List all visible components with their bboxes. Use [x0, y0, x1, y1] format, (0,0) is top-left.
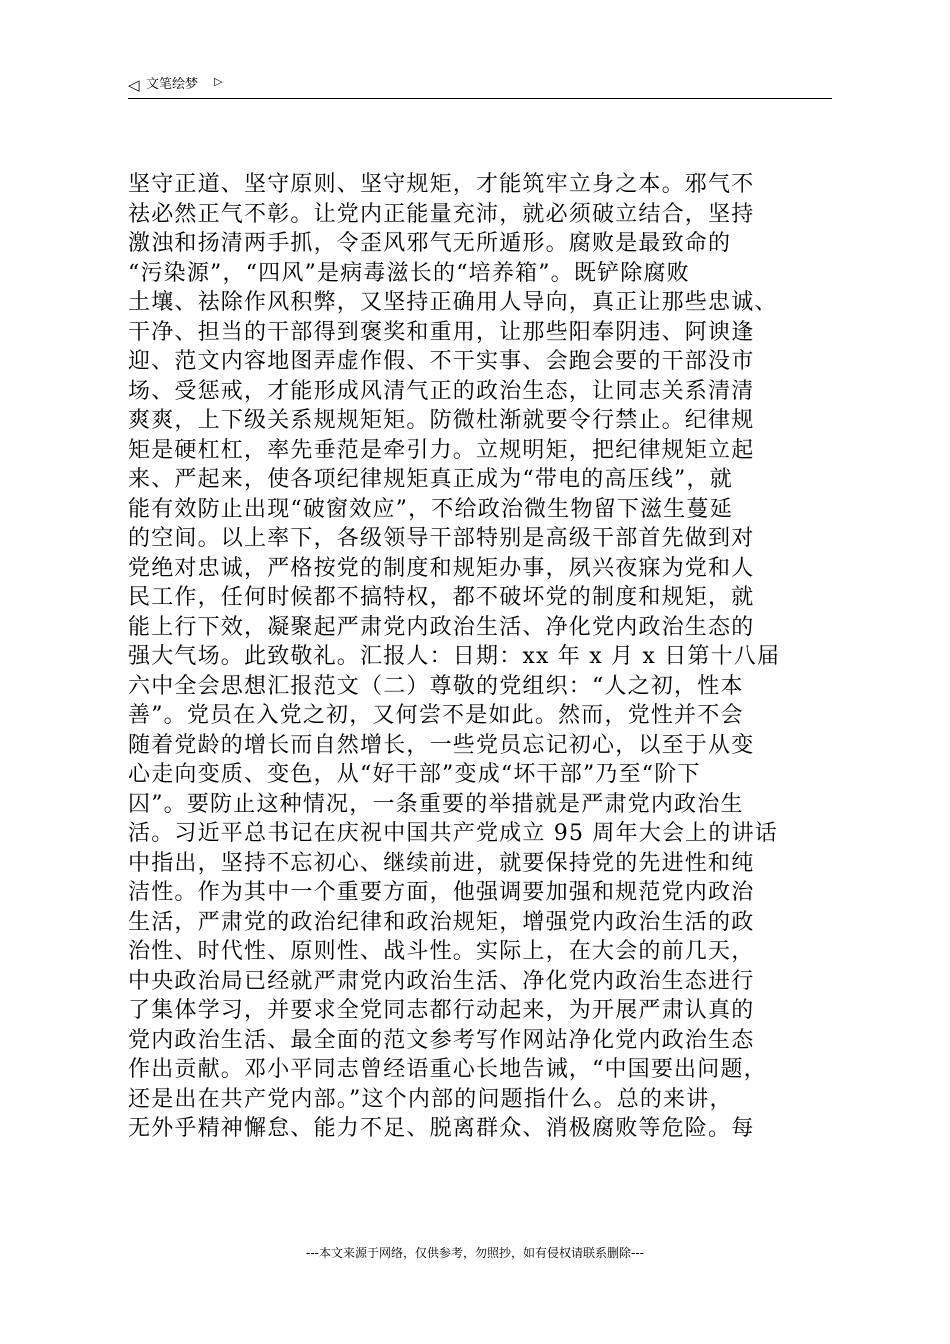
- page-header: [128, 74, 832, 99]
- body-line: 随着党龄的增长而自然增长，一些党员忘记初心，以至于从变: [128, 732, 755, 758]
- body-line: 治性、时代性、原则性、战斗性。实际上，在大会的前几天，: [128, 939, 755, 964]
- body-line: 能上行下效，凝聚起严肃党内政治生活、净化党内政治生态的: [128, 614, 755, 640]
- body-line: 还是出在共产党内部。”这个内部的问题指什么。总的来讲，: [128, 1086, 733, 1112]
- body-line: 坚守正道、坚守原则、坚守规矩，才能筑牢立身之本。邪气不: [128, 172, 755, 197]
- body-line: 心走向变质、变色，从“好干部”变成“坏干部”乃至“阶下: [128, 762, 701, 787]
- body-line: 无外乎精神懈怠、能力不足、脱离群众、消极腐败等危险。每: [128, 1116, 755, 1141]
- body-line: 能有效防止出现“破窗效应”，不给政治微生物留下滋生蔓延: [128, 496, 733, 522]
- body-line: 善”。党员在入党之初，又何尝不是如此。然而，党性并不会: [128, 703, 744, 728]
- body-line: 洁性。作为其中一个重要方面，他强调要加强和规范党内政治: [128, 880, 755, 905]
- body-line: 活。习近平总书记在庆祝中国共产党成立 95 周年大会上的讲话: [128, 821, 778, 846]
- body-line: 了集体学习，并要求全党同志都行动起来，为开展严肃认真的: [128, 998, 755, 1023]
- body-line: 来、严起来，使各项纪律规矩真正成为“带电的高压线”，就: [128, 467, 733, 492]
- body-line: 中央政治局已经就严肃党内政治生活、净化党内政治生态进行: [128, 968, 755, 994]
- triangle-left-icon: ◁: [128, 76, 140, 94]
- body-line: “污染源”，“四风”是病毒滋长的“培养箱”。既铲除腐败: [128, 260, 690, 286]
- body-line: 民工作，任何时候都不搞特权，都不破坏党的制度和规矩，就: [128, 585, 755, 610]
- body-line: 党内政治生活、最全面的范文参考写作网站净化党内政治生态: [128, 1027, 755, 1053]
- body-line: 场、受惩戒，才能形成风清气正的政治生态，让同志关系清清: [128, 378, 755, 404]
- body-line: 激浊和扬清两手抓，令歪风邪气无所遁形。腐败是最致命的: [128, 231, 732, 256]
- body-line: 爽爽，上下级关系规规矩矩。防微杜渐就要令行禁止。纪律规: [128, 408, 755, 433]
- body-line: 迎、范文内容地图弄虚作假、不干实事、会跑会要的干部没市: [128, 349, 755, 374]
- body-line: 矩是硬杠杠，率先垂范是牵引力。立规明矩，把纪律规矩立起: [128, 437, 755, 463]
- body-line: 囚”。要防止这种情况，一条重要的举措就是严肃党内政治生: [128, 791, 744, 817]
- body-line: 强大气场。此致敬礼。汇报人：日期：xx 年 x 月 x 日第十八届: [128, 644, 781, 669]
- body-line: 土壤、祛除作风积弊，又坚持正确用人导向，真正让那些忠诚、: [128, 290, 778, 315]
- body-line: 党绝对忠诚，严格按党的制度和规矩办事，夙兴夜寐为党和人: [128, 555, 755, 581]
- body-line: 祛必然正气不彰。让党内正能量充沛，就必须破立结合，坚持: [128, 201, 755, 227]
- body-line: 的空间。以上率下，各级领导干部特别是高级干部首先做到对: [128, 526, 755, 551]
- body-line: 干净、担当的干部得到褒奖和重用，让那些阳奉阴违、阿谀逢: [128, 319, 755, 345]
- body-line: 作出贡献。邓小平同志曾经语重心长地告诫，“中国要出问题，: [128, 1057, 767, 1082]
- body-line: 六中全会思想汇报范文（二）尊敬的党组织：“人之初，性本: [128, 673, 744, 699]
- document-body: [128, 170, 840, 1144]
- body-line: 生活，严肃党的政治纪律和政治规矩，增强党内政治生活的政: [128, 909, 755, 935]
- triangle-right-icon: ▷: [214, 75, 223, 88]
- page-footer: ---本文来源于网络，仅供参考，勿照抄，如有侵权请联系删除---: [306, 1246, 644, 1260]
- body-line: 中指出，坚持不忘初心、继续前进，就要保持党的先进性和纯: [128, 850, 755, 876]
- header-title: 文笔绘梦: [146, 77, 199, 92]
